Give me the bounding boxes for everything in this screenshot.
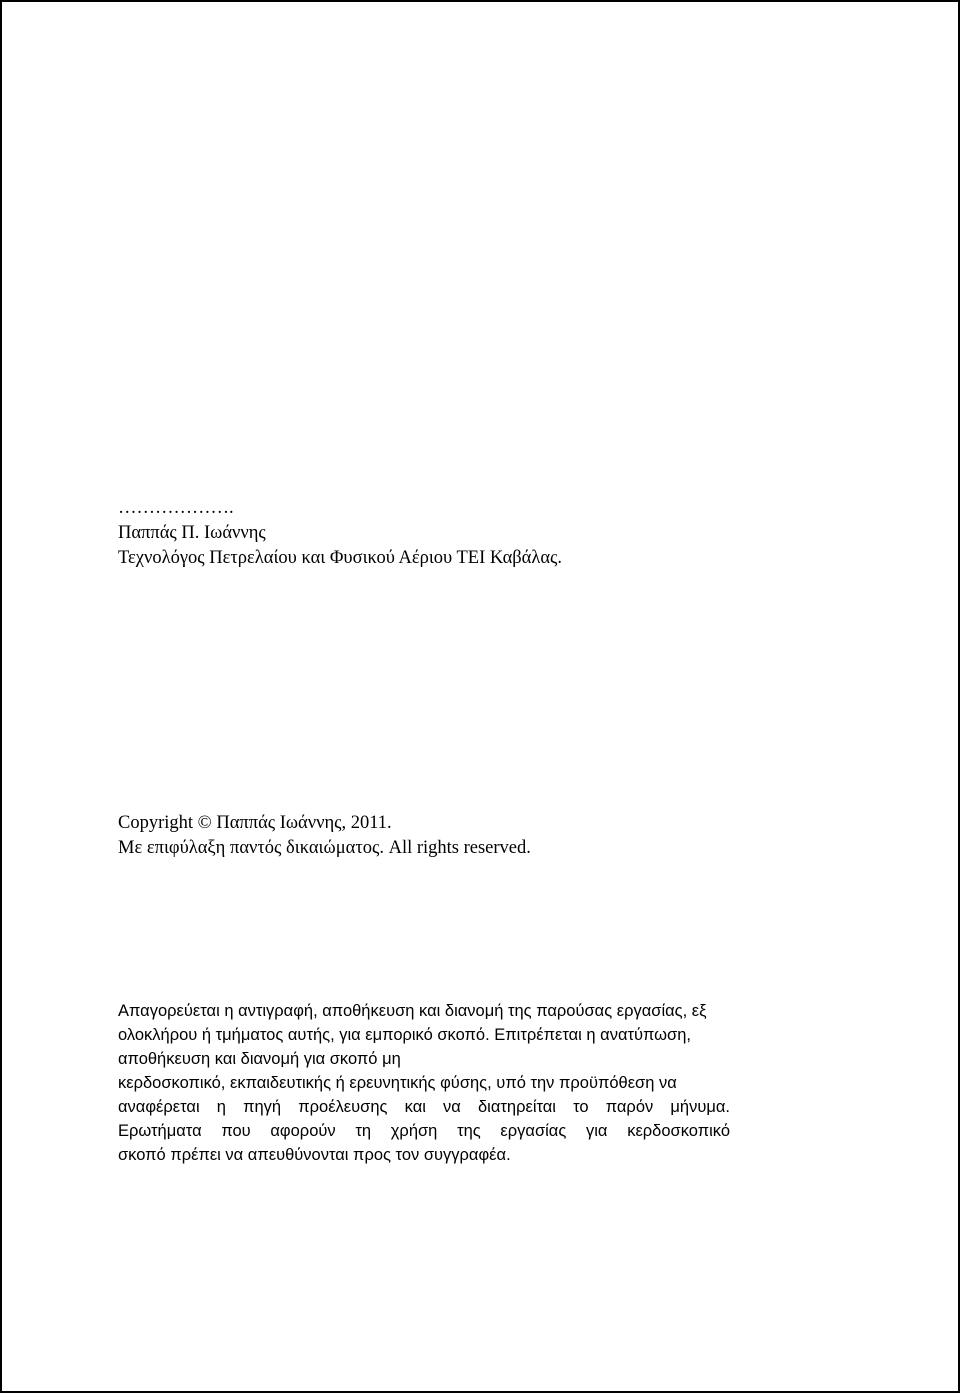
notice-line: σκοπό πρέπει να απευθύνονται προς τον συγγραφέα. [118, 1146, 511, 1164]
notice-line: κερδοσκοπικό, εκπαιδευτικής ή ερευνητικής φύσης, υπό την προϋπόθεση να [118, 1074, 677, 1092]
author-affiliation: Τεχνολόγος Πετρελαίου και Φυσικού Αέριου ΤΕΙ Καβάλας. [118, 548, 562, 568]
author-name: Παππάς Π. Ιωάννης [118, 523, 266, 543]
notice-line: ολοκλήρου ή τμήματος αυτής, για εμπορικό σκοπό. Επιτρέπεται η ανατύπωση, [118, 1026, 691, 1044]
rights-reserved-line: Με επιφύλαξη παντός δικαιώματος. All rights reserved. [118, 838, 531, 858]
notice-line: αναφέρεται η πηγή προέλευσης και να διατηρείται το παρόν μήνυμα. [118, 1098, 730, 1116]
notice-line: Ερωτήματα που αφορούν τη χρήση της εργασίας για κερδοσκοπικό [118, 1122, 730, 1140]
copyright-block [118, 811, 531, 861]
notice-line: Απαγορεύεται η αντιγραφή, αποθήκευση και διανομή της παρούσας εργασίας, εξ [118, 1002, 707, 1020]
copyright-line: Copyright © Παππάς Ιωάννης, 2011. [118, 813, 392, 833]
author-block [118, 496, 562, 571]
placeholder-dots: ………………. [118, 498, 234, 518]
notice-line: αποθήκευση και διανομή για σκοπό μη [118, 1050, 401, 1068]
copyright-notice [118, 999, 738, 1167]
